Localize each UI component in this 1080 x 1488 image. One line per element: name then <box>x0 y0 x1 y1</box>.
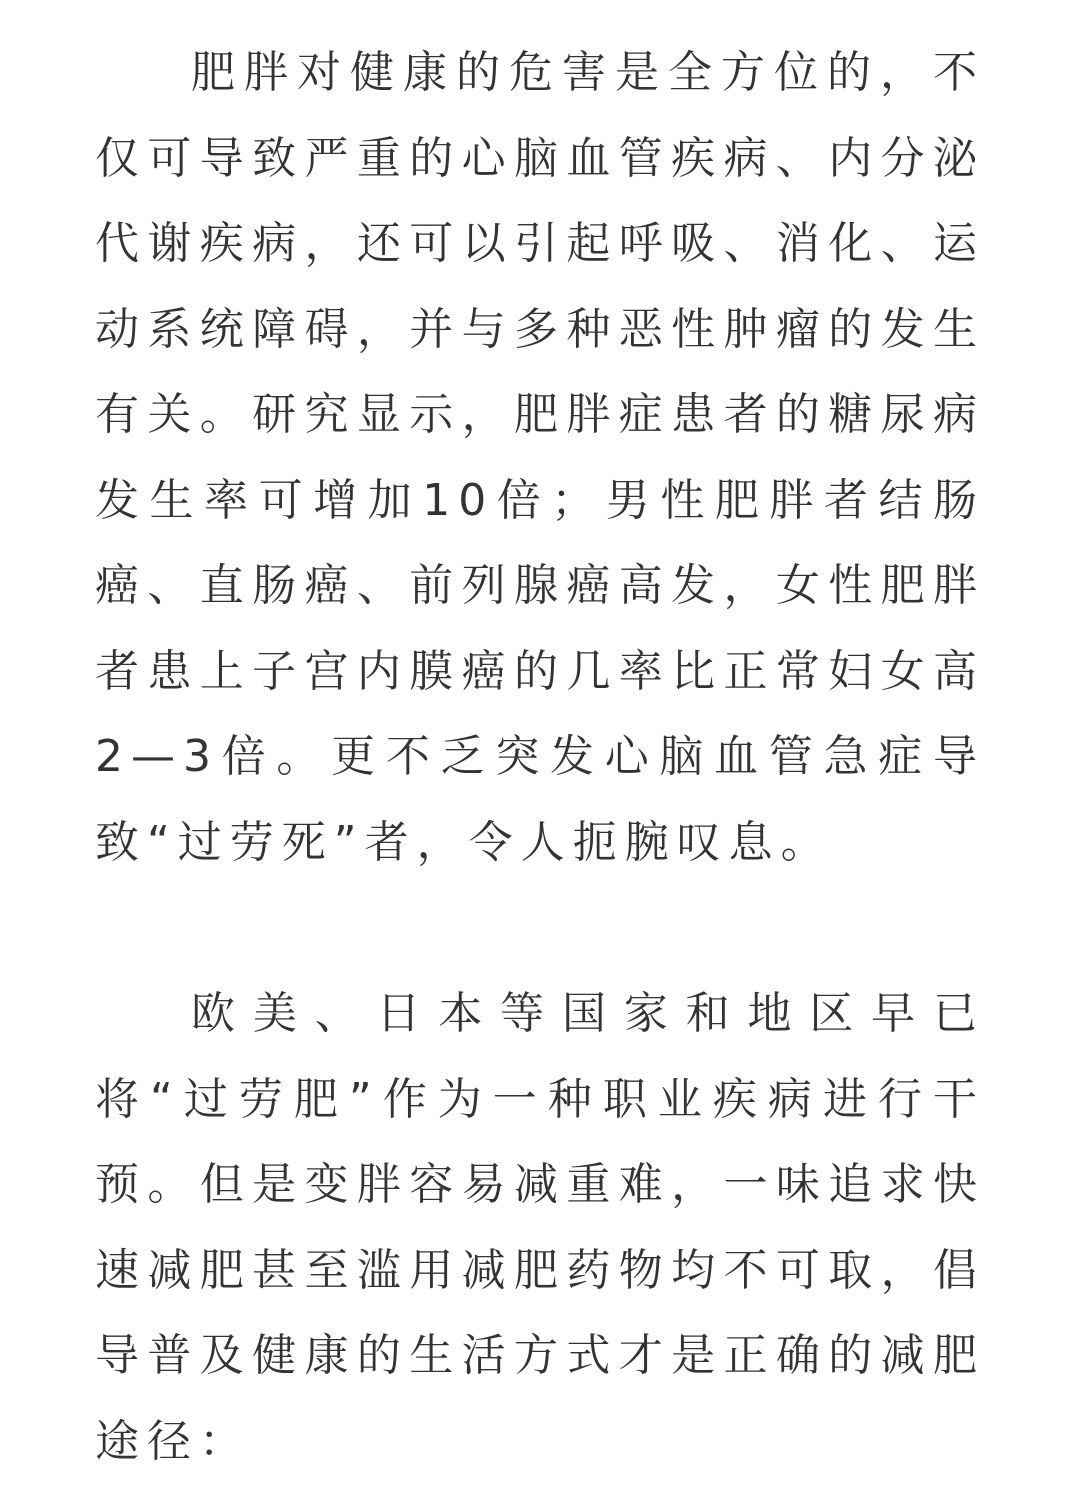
paragraph-obesity-harms: 肥胖对健康的危害是全方位的，不仅可导致严重的心脑血管疾病、内分泌代谢疾病，还可以引起呼吸、消化、运动系统障碍，并与多种恶性肿瘤的发生有关。研究显示，肥胖症患者的糖尿病发生率可增加10倍；男性肥胖者结肠癌、直肠癌、前列腺癌高发，女性肥胖者患上子宫内膜癌的几率比正常妇女高2—3倍。更不乏突发心脑血管急症导致“过劳死”者，令人扼腕叹息。 <box>95 47 985 868</box>
article-body <box>95 30 985 1484</box>
paragraph-overwork-obesity: 欧美、日本等国家和地区早已将“过劳肥”作为一种职业疾病进行干预。但是变胖容易减重难，一味追求快速减肥甚至滥用减肥药物均不可取，倡导普及健康的生活方式才是正确的减肥途径： <box>95 988 985 1467</box>
